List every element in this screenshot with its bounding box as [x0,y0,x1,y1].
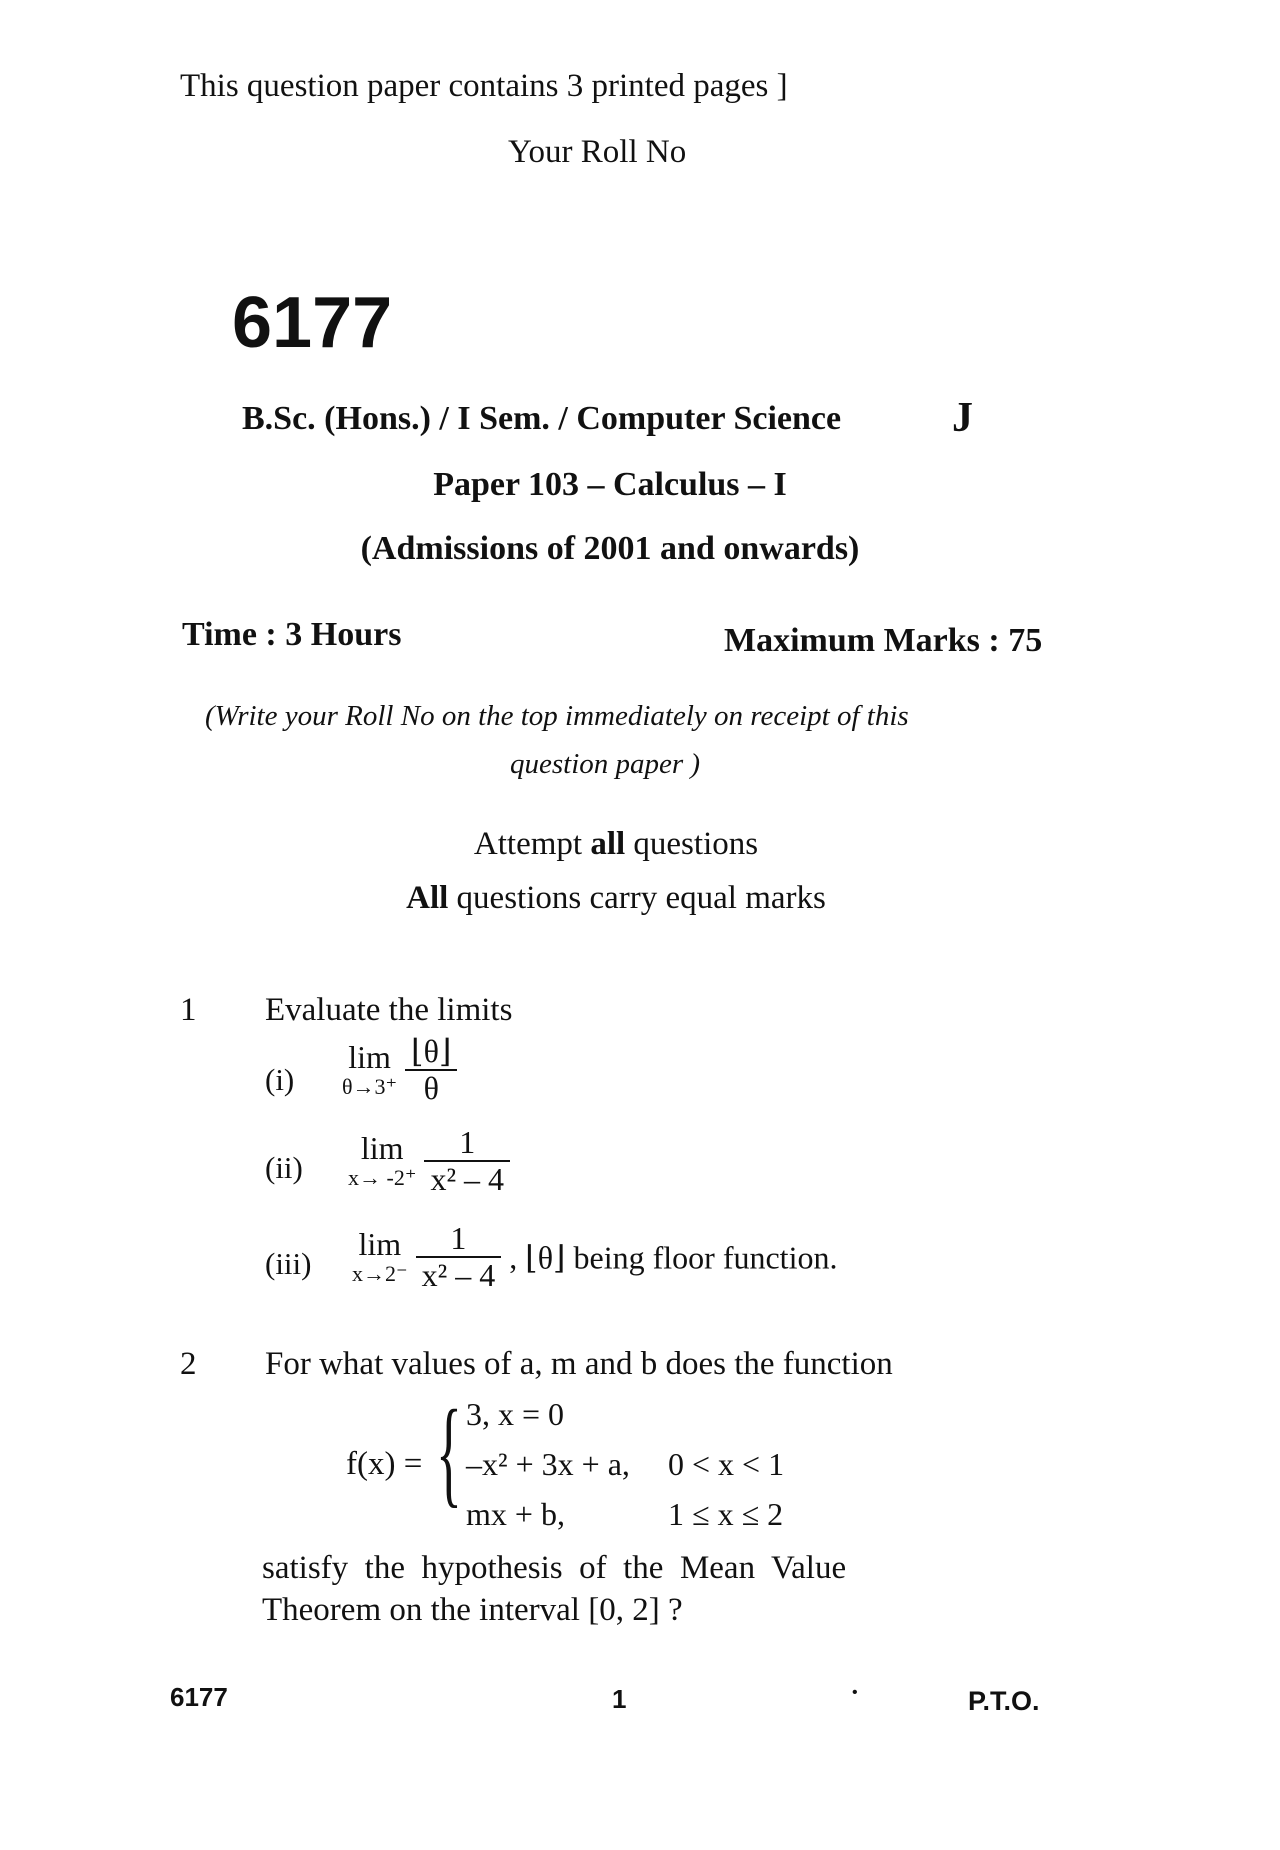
function-label: f(x) = [346,1446,423,1482]
equal-bold: All [406,880,449,916]
paper-code: 6177 [232,283,393,363]
lim-subscript: x→ -2⁺ [348,1165,417,1191]
question-2-text-line2: Theorem on the interval [0, 2] ? [262,1592,683,1628]
limit-part-1 [342,1035,457,1106]
part-2-label: (ii) [265,1150,303,1185]
lim-subscript: θ→3⁺ [342,1074,398,1100]
page-count-notice: This question paper contains 3 printed pages ] [180,68,788,104]
lim-word: lim [358,1226,402,1263]
equal-marks-note [0,880,1232,917]
fraction-denominator: x² – 4 [421,1256,496,1293]
case-1-expr: 3, x = 0 [466,1396,565,1432]
paper-title: Paper 103 – Calculus – I [433,466,787,503]
admissions-note: (Admissions of 2001 and onwards) [360,530,860,567]
course-title: B.Sc. (Hons.) / I Sem. / Computer Science [242,400,842,437]
roll-instruction-cont: question paper ) [510,748,701,780]
floor-function-note: , ⌊θ⌋ being floor function. [509,1239,838,1276]
question-2-text-line1: satisfy the hypothesis of the Mean Value [262,1550,847,1586]
fraction-numerator: ⌊θ⌋ [405,1035,457,1071]
footer-paper-code: 6177 [170,1682,228,1712]
question-1-prompt: Evaluate the limits [265,992,513,1028]
limit-part-2 [348,1126,510,1197]
footer-mark: • [852,1684,858,1701]
attempt-bold: all [590,826,626,862]
case-3-expr: mx + b, [466,1496,565,1532]
question-1-number: 1 [180,992,197,1028]
limit-part-3 [352,1222,837,1293]
part-3-label: (iii) [265,1246,312,1281]
set-letter: J [952,395,973,441]
roll-instruction: (Write your Roll No on the top immediately on receipt of this [205,700,909,732]
equal-post: questions carry equal marks [448,880,826,916]
case-3-condition: 1 ≤ x ≤ 2 [668,1496,784,1532]
attempt-instruction [0,826,1232,863]
maximum-marks: Maximum Marks : 75 [724,622,1043,659]
fraction-denominator: θ [423,1069,439,1106]
pto-label: P.T.O. [968,1686,1040,1716]
lim-word: lim [360,1130,404,1167]
attempt-pre: Attempt [473,826,591,862]
lim-subscript: x→2⁻ [352,1261,408,1287]
time-allowed: Time : 3 Hours [182,616,402,653]
attempt-post: questions [625,826,759,862]
fraction-numerator: 1 [424,1126,510,1162]
question-2-prompt: For what values of a, m and b does the function [265,1346,893,1382]
part-1-label: (i) [265,1062,295,1097]
case-2-condition: 0 < x < 1 [668,1446,785,1482]
left-brace: { [436,1385,462,1518]
case-2-expr: –x² + 3x + a, [466,1446,630,1482]
fraction-numerator: 1 [416,1222,502,1258]
roll-number-label: Your Roll No [508,134,687,170]
page-number: 1 [612,1684,627,1714]
fraction-denominator: x² – 4 [430,1160,505,1197]
question-2-number: 2 [180,1346,197,1382]
lim-word: lim [348,1039,391,1076]
